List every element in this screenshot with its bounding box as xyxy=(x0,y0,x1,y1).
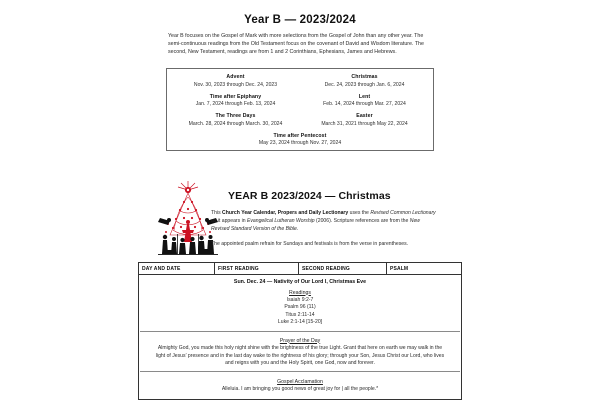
masthead-description xyxy=(211,209,439,249)
season-name: Easter xyxy=(356,113,373,119)
season-name: Lent xyxy=(358,93,371,100)
lectionary-table xyxy=(138,262,462,400)
season-cell-three-days xyxy=(171,113,300,127)
lectionary-name: Revised Common Lectionary xyxy=(370,210,436,216)
prayer-block xyxy=(139,332,461,371)
column-header-first-reading: FIRST READING xyxy=(215,263,299,274)
prayer-body: Almighty God, you made this holy night shine with the brightness of the true Light. Grant that here on earth we may walk in the light of Jesus’ presence and in the last day wake to the rightness of his glory; through your Son, Jesus Christ our Lord, who lives and reigns with you and the Holy Spirit, one God, now and forever. xyxy=(155,345,445,367)
season-name: Time after Pentecost xyxy=(273,132,327,139)
text-frag: This xyxy=(211,210,223,216)
masthead-paragraph-1 xyxy=(211,209,439,233)
page-christmas xyxy=(0,172,600,400)
text-frag: . xyxy=(296,226,299,233)
season-range: May 23, 2024 through Nov. 27, 2024 xyxy=(258,140,342,146)
season-name: Time after Epiphany xyxy=(209,93,262,100)
season-cell-christmas xyxy=(300,74,429,88)
acclamation-body: Alleluia. I am bringing you good news of great joy for | all the people.* xyxy=(221,386,379,393)
season-cell-time-after-pentecost xyxy=(171,133,429,147)
prayer-heading: Prayer of the Day xyxy=(279,337,321,344)
table-header-row xyxy=(139,263,461,275)
acclamation-heading: Gospel Acclamation xyxy=(277,378,323,385)
page-title: Year B — 2023/2024 xyxy=(244,14,356,26)
season-range: Feb. 14, 2024 through Mar. 27, 2024 xyxy=(323,101,406,107)
text-frag: (2006). Scripture references are from the xyxy=(314,218,410,225)
reading-line: Isaiah 9:2-7 xyxy=(286,297,314,303)
season-range: Nov. 30, 2023 through Dec. 24, 2023 xyxy=(193,81,278,88)
acclamation-block xyxy=(139,372,461,399)
reading-line: Titus 2:11-14 xyxy=(285,311,315,318)
text-frag: uses the xyxy=(348,210,371,216)
calendar-name: Church Year Calendar, Propers and Daily Lectionary xyxy=(222,210,349,216)
text-frag: as it appears in xyxy=(211,218,247,225)
season-cell-easter xyxy=(300,113,429,127)
intro-paragraph: Year B focuses on the Gospel of Mark with more selections from the Gospel of John than any other year. The semi-continuous readings from the Old Testament focus on the covenant of David and Wisdom literature. The second, New Testament, readings are from 1 and 2 Corinthians, Ephesians, James and Hebrews. xyxy=(168,33,424,56)
page-year-overview xyxy=(0,0,600,172)
readings-block xyxy=(139,287,461,331)
season-name: The Three Days xyxy=(215,113,256,119)
season-cell-lent xyxy=(300,94,429,108)
column-header-day-and-date: DAY AND DATE xyxy=(139,263,215,274)
column-header-second-reading: SECOND READING xyxy=(299,263,387,274)
readings-heading: Readings xyxy=(289,289,311,296)
season-name: Advent xyxy=(226,74,245,80)
season-cell-advent xyxy=(171,74,300,88)
season-name: Christmas xyxy=(351,74,378,80)
masthead xyxy=(0,172,600,260)
day-banner: Sun. Dec. 24 — Nativity of Our Lord I, Christmas Eve xyxy=(233,278,367,285)
christmas-title: YEAR B 2023/2024 — Christmas xyxy=(228,190,391,202)
season-range: March. 28, 2024 through March. 30, 2024 xyxy=(188,120,283,127)
column-header-psalm: PSALM xyxy=(390,265,409,272)
reading-line: Psalm 96 (11) xyxy=(284,304,316,311)
bible-version-name: New Revised Standard Version of the Bible xyxy=(211,218,420,233)
season-cell-time-after-epiphany xyxy=(171,94,300,108)
season-range: Jan. 7, 2024 through Feb. 13, 2024 xyxy=(195,101,276,107)
reading-line: Luke 2:1-14 [15-20] xyxy=(277,319,323,326)
masthead-paragraph-2: The appointed psalm refrain for Sundays and festivals is from the verse in parentheses. xyxy=(211,241,409,248)
season-range: Dec. 24, 2023 through Jan. 6, 2024 xyxy=(324,81,405,88)
season-range: March 31, 2021 through May 22, 2024 xyxy=(321,120,408,127)
seasons-table xyxy=(166,68,434,151)
worship-book-name: Evangelical Lutheran Worship xyxy=(246,218,315,225)
